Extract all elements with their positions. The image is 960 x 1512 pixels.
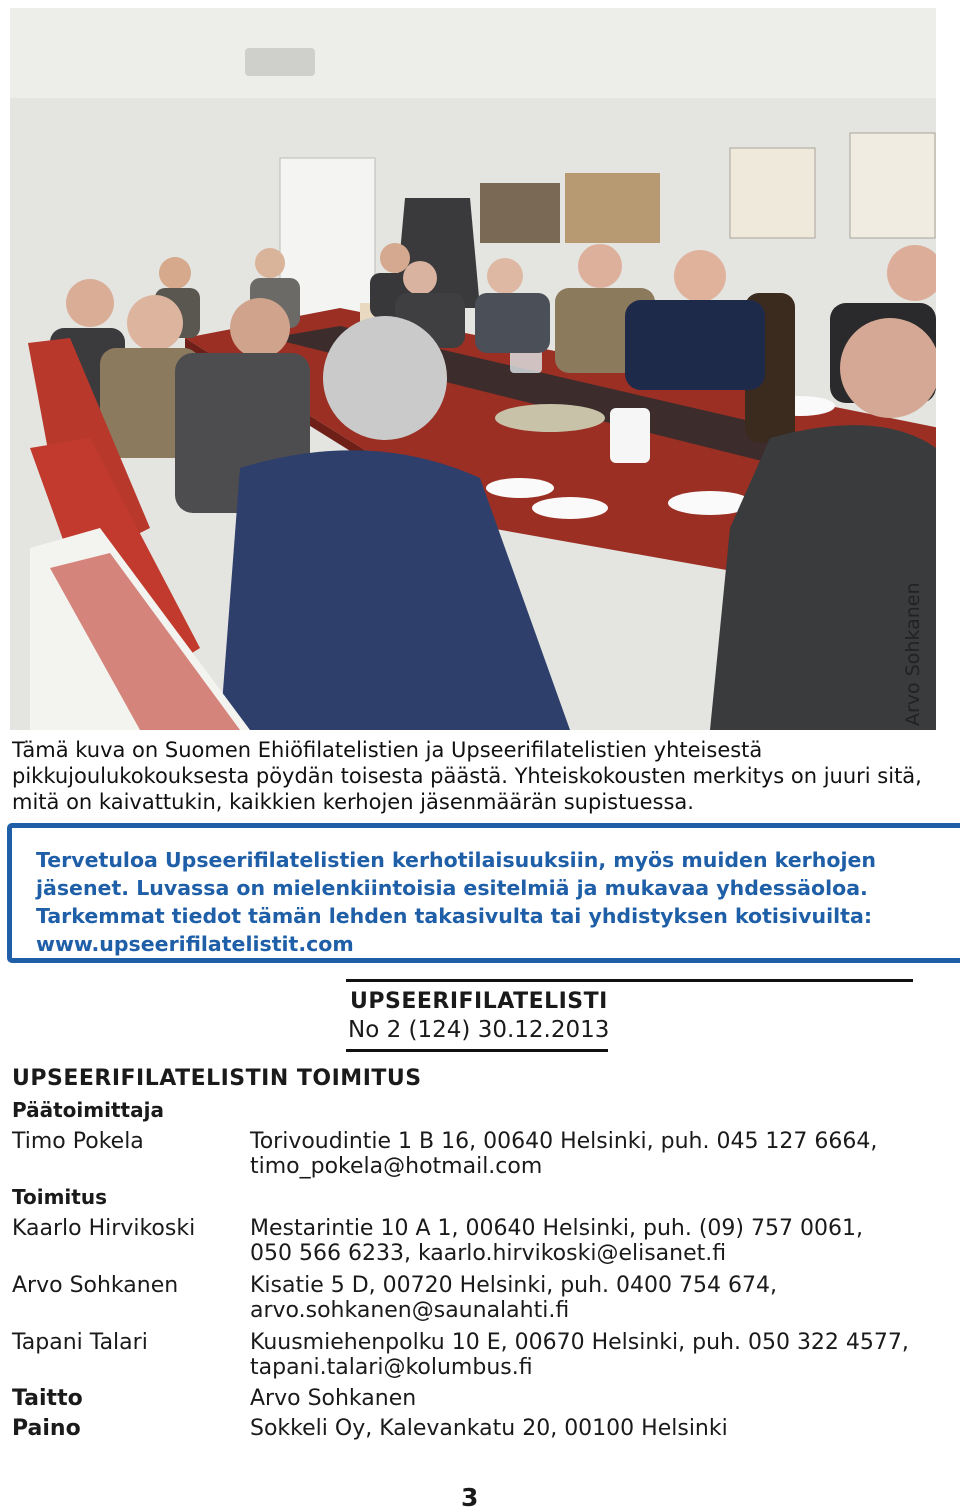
magazine-title: UPSEERIFILATELISTI [350, 989, 608, 1014]
staff-contact: Kuusmiehenpolku 10 E, 00670 Helsinki, puh. 050 322 4577, tapani.talari@kolumbus.fi [250, 1330, 909, 1380]
staff-row [12, 1216, 942, 1266]
staff-row [12, 1330, 942, 1380]
chief-editor-row [12, 1129, 942, 1179]
layout-row [12, 1386, 942, 1411]
welcome-notice-text: Tervetuloa Upseerifilatelistien kerhotilaisuuksiin, myös muiden kerhojen jäsenet. Luvassa on mielenkiintoisia esitelmiä ja mukavaa yhdessäoloa. Tarkemmat tiedot tämän lehden takasivulta tai yhdistyksen kotisivuilta: www.upseerifilatelistit.com [36, 848, 876, 956]
print-value: Sokkeli Oy, Kalevankatu 20, 00100 Helsinki [250, 1416, 728, 1441]
staff-role: Toimitus [12, 1185, 107, 1209]
page-number: 3 [461, 1483, 479, 1512]
photo-credit: Arvo Sohkanen [902, 582, 924, 726]
staff-name: Arvo Sohkanen [12, 1273, 179, 1298]
editorial-heading: UPSEERIFILATELISTIN TOIMITUS [12, 1066, 422, 1091]
meeting-photo-illustration [10, 8, 936, 730]
chief-editor-name: Timo Pokela [12, 1129, 144, 1154]
print-label: Paino [12, 1416, 81, 1441]
photo-caption: Tämä kuva on Suomen Ehiöfilatelistien ja Upseerifilatelistien yhteisestä pikkujoulukokouksesta pöydän toisesta päästä. Yhteiskokousten merkitys on juuri sitä, mitä on kaivattukin, kaikkien kerhojen jäsenmäärän supistuessa. [12, 738, 922, 814]
chief-editor-label [12, 1098, 942, 1122]
layout-label: Taitto [12, 1386, 83, 1411]
staff-contact: Kisatie 5 D, 00720 Helsinki, puh. 0400 754 674, arvo.sohkanen@saunalahti.fi [250, 1273, 777, 1323]
welcome-notice [7, 823, 960, 963]
chief-editor-contact: Torivoudintie 1 B 16, 00640 Helsinki, puh. 045 127 6664, timo_pokela@hotmail.com [250, 1129, 878, 1179]
masthead-rule [346, 979, 913, 982]
magazine-issue: No 2 (124) 30.12.2013 [348, 1017, 610, 1043]
staff-row [12, 1273, 942, 1323]
issue-rule [346, 1049, 608, 1052]
layout-value: Arvo Sohkanen [250, 1386, 417, 1411]
staff-label [12, 1185, 942, 1209]
staff-name: Tapani Talari [12, 1330, 148, 1355]
staff-name: Kaarlo Hirvikoski [12, 1216, 196, 1241]
meeting-photo [10, 8, 936, 730]
print-row [12, 1416, 942, 1441]
staff-contact: Mestarintie 10 A 1, 00640 Helsinki, puh. (09) 757 0061, 050 566 6233, kaarlo.hirvikoski@elisanet.fi [250, 1216, 863, 1266]
chief-editor-role: Päätoimittaja [12, 1098, 164, 1122]
